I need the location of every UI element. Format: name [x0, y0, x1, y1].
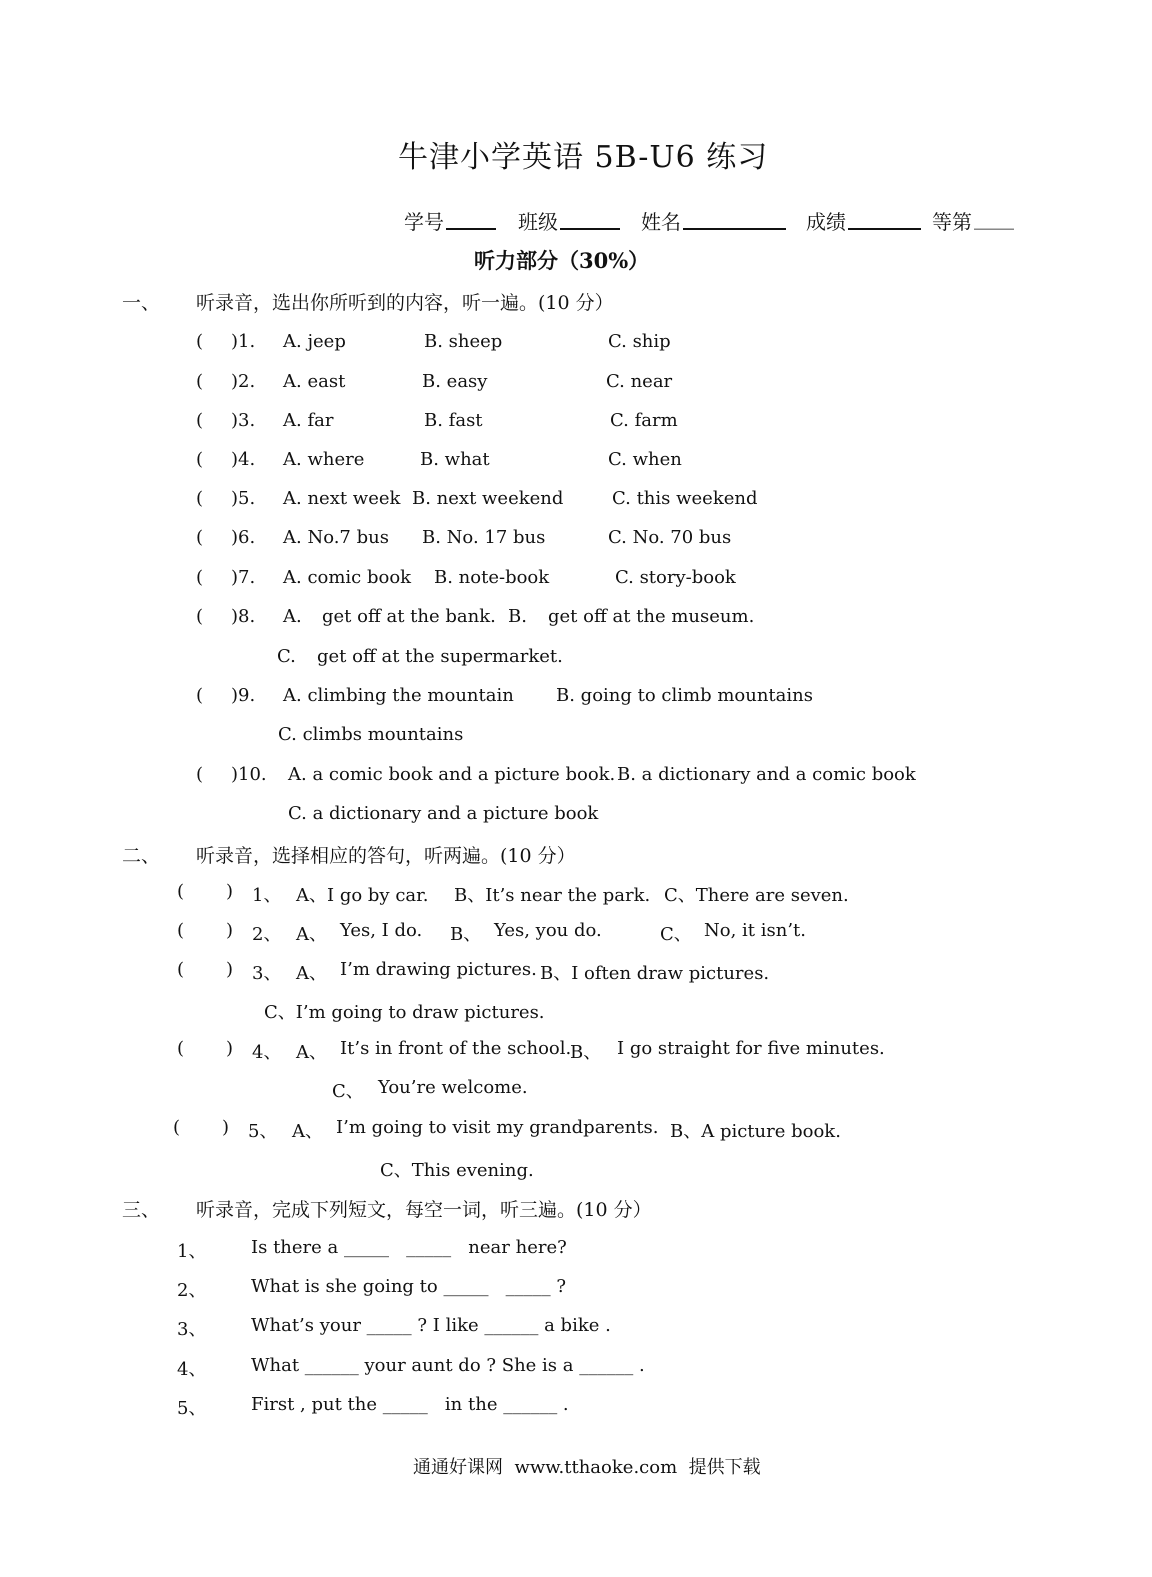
- option-b: B. a dictionary and a comic book: [617, 764, 916, 785]
- option-b-label: B、: [570, 1042, 602, 1063]
- class-label: 班级: [518, 210, 558, 234]
- option-a-label: A、: [296, 963, 327, 984]
- grade-blank[interactable]: ____: [974, 206, 1014, 230]
- option-b: B、A picture book.: [670, 1121, 841, 1142]
- question-number: )10.: [231, 764, 267, 785]
- option-a-label: A、: [296, 924, 327, 945]
- item-number: 4、: [177, 1359, 207, 1380]
- question-number: )3.: [231, 410, 256, 431]
- option-c: C. No. 70 bus: [608, 527, 732, 548]
- option-c: C. climbs mountains: [278, 724, 464, 745]
- section-number: 三、: [122, 1199, 161, 1221]
- grade-label: 等第: [932, 210, 972, 234]
- option-a: Yes, I do.: [340, 920, 423, 941]
- answer-paren-right: ): [226, 881, 234, 902]
- option-a: A. next week: [283, 488, 401, 509]
- option-b: Yes, you do.: [494, 920, 602, 941]
- question-number: 5、: [248, 1121, 278, 1142]
- option-b: B. going to climb mountains: [556, 685, 813, 706]
- answer-paren[interactable]: (: [196, 371, 204, 392]
- answer-paren[interactable]: (: [196, 410, 204, 431]
- question-number: )7.: [231, 567, 256, 588]
- score-blank[interactable]: [848, 208, 921, 230]
- option-c: C. when: [608, 449, 682, 470]
- option-b: B、It’s near the park.: [454, 885, 651, 906]
- student-no-blank[interactable]: [446, 208, 496, 230]
- option-a: A、I go by car.: [296, 885, 429, 906]
- option-a-label: A、: [292, 1121, 323, 1142]
- item-text[interactable]: What is she going to _____ _____ ?: [251, 1276, 566, 1297]
- option-c: get off at the supermarket.: [317, 646, 563, 667]
- option-b: B. note-book: [434, 567, 550, 588]
- answer-paren-left[interactable]: (: [177, 881, 185, 902]
- section-number: 一、: [122, 292, 161, 314]
- item-number: 1、: [177, 1241, 207, 1262]
- name-label: 姓名: [641, 210, 681, 234]
- answer-paren-right: ): [226, 1038, 234, 1059]
- option-c: No, it isn’t.: [704, 920, 807, 941]
- option-a-label: A、: [296, 1042, 327, 1063]
- option-a: I’m drawing pictures.: [340, 959, 537, 980]
- page-title: 牛津小学英语 5B-U6 练习: [398, 140, 769, 175]
- option-b: B. sheep: [424, 331, 503, 352]
- item-number: 5、: [177, 1398, 207, 1419]
- option-b: get off at the museum.: [548, 606, 755, 627]
- answer-paren-right: ): [222, 1117, 230, 1138]
- option-a-label: A.: [283, 606, 302, 627]
- option-c: C. farm: [610, 410, 678, 431]
- question-number: 2、: [252, 924, 282, 945]
- question-number: )4.: [231, 449, 256, 470]
- option-c: C. a dictionary and a picture book: [288, 803, 599, 824]
- option-a: A. a comic book and a picture book.: [288, 764, 616, 785]
- option-a: get off at the bank.: [322, 606, 496, 627]
- item-number: 2、: [177, 1280, 207, 1301]
- option-c: C、This evening.: [380, 1160, 534, 1181]
- option-c-label: C.: [277, 646, 296, 667]
- option-b-label: B、: [450, 924, 482, 945]
- option-a: A. jeep: [283, 331, 346, 352]
- footer-source: 通通好课网 www.tthaoke.com 提供下载: [413, 1457, 761, 1478]
- answer-paren-left[interactable]: (: [177, 920, 185, 941]
- answer-paren-right: ): [226, 920, 234, 941]
- option-b: B. fast: [424, 410, 483, 431]
- option-c: C. story-book: [615, 567, 736, 588]
- question-number: 1、: [252, 885, 282, 906]
- option-a: I’m going to visit my grandparents.: [336, 1117, 659, 1138]
- score-label: 成绩: [806, 210, 846, 234]
- option-a: A. climbing the mountain: [283, 685, 514, 706]
- option-a: A. far: [283, 410, 334, 431]
- section-subtitle: 听力部分（30%）: [474, 248, 650, 273]
- answer-paren[interactable]: (: [196, 331, 204, 352]
- option-c-label: C、: [660, 924, 692, 945]
- question-number: )6.: [231, 527, 256, 548]
- item-text[interactable]: Is there a _____ _____ near here?: [251, 1237, 567, 1258]
- section-heading: 听录音，完成下列短文，每空一词，听三遍。(10 分）: [196, 1199, 652, 1221]
- option-a: A. where: [283, 449, 365, 470]
- question-number: )8.: [231, 606, 256, 627]
- option-b-label: B.: [508, 606, 527, 627]
- answer-paren-right: ): [226, 959, 234, 980]
- item-text[interactable]: What’s your _____ ? I like ______ a bike .: [251, 1315, 611, 1336]
- question-number: )5.: [231, 488, 256, 509]
- option-c: You’re welcome.: [378, 1077, 528, 1098]
- option-a: A. No.7 bus: [283, 527, 389, 548]
- answer-paren-left[interactable]: (: [177, 1038, 185, 1059]
- option-b: I go straight for five minutes.: [617, 1038, 885, 1059]
- question-number: )2.: [231, 371, 256, 392]
- answer-paren[interactable]: (: [196, 606, 204, 627]
- option-a: It’s in front of the school.: [340, 1038, 572, 1059]
- item-number: 3、: [177, 1319, 207, 1340]
- item-text[interactable]: What ______ your aunt do ? She is a ______ .: [251, 1355, 645, 1376]
- answer-paren-left[interactable]: (: [177, 959, 185, 980]
- option-c: C、There are seven.: [664, 885, 849, 906]
- answer-paren[interactable]: (: [196, 488, 204, 509]
- option-c: C、I’m going to draw pictures.: [264, 1002, 545, 1023]
- answer-paren[interactable]: (: [196, 449, 204, 470]
- option-a: A. east: [283, 371, 346, 392]
- option-a: A. comic book: [283, 567, 412, 588]
- question-number: )9.: [231, 685, 256, 706]
- section-heading: 听录音，选择相应的答句，听两遍。(10 分）: [196, 845, 576, 867]
- answer-paren[interactable]: (: [196, 685, 204, 706]
- answer-paren-left[interactable]: (: [173, 1117, 181, 1138]
- class-blank[interactable]: [560, 208, 620, 230]
- question-number: 4、: [252, 1042, 282, 1063]
- student-no-label: 学号: [404, 210, 444, 234]
- section-heading: 听录音，选出你所听到的内容，听一遍。(10 分）: [196, 292, 614, 314]
- section-number: 二、: [122, 845, 161, 867]
- answer-paren[interactable]: (: [196, 764, 204, 785]
- option-b: B. easy: [422, 371, 488, 392]
- item-text[interactable]: First , put the _____ in the ______ .: [251, 1394, 569, 1415]
- name-blank[interactable]: [683, 208, 786, 230]
- option-b: B. No. 17 bus: [422, 527, 546, 548]
- option-b: B. next weekend: [412, 488, 564, 509]
- answer-paren[interactable]: (: [196, 527, 204, 548]
- option-c: C. near: [606, 371, 673, 392]
- option-c: C. ship: [608, 331, 671, 352]
- question-number: )1.: [231, 331, 256, 352]
- option-b: B、I often draw pictures.: [540, 963, 770, 984]
- option-c-label: C、: [332, 1081, 364, 1102]
- option-b: B. what: [420, 449, 490, 470]
- question-number: 3、: [252, 963, 282, 984]
- option-c: C. this weekend: [612, 488, 758, 509]
- answer-paren[interactable]: (: [196, 567, 204, 588]
